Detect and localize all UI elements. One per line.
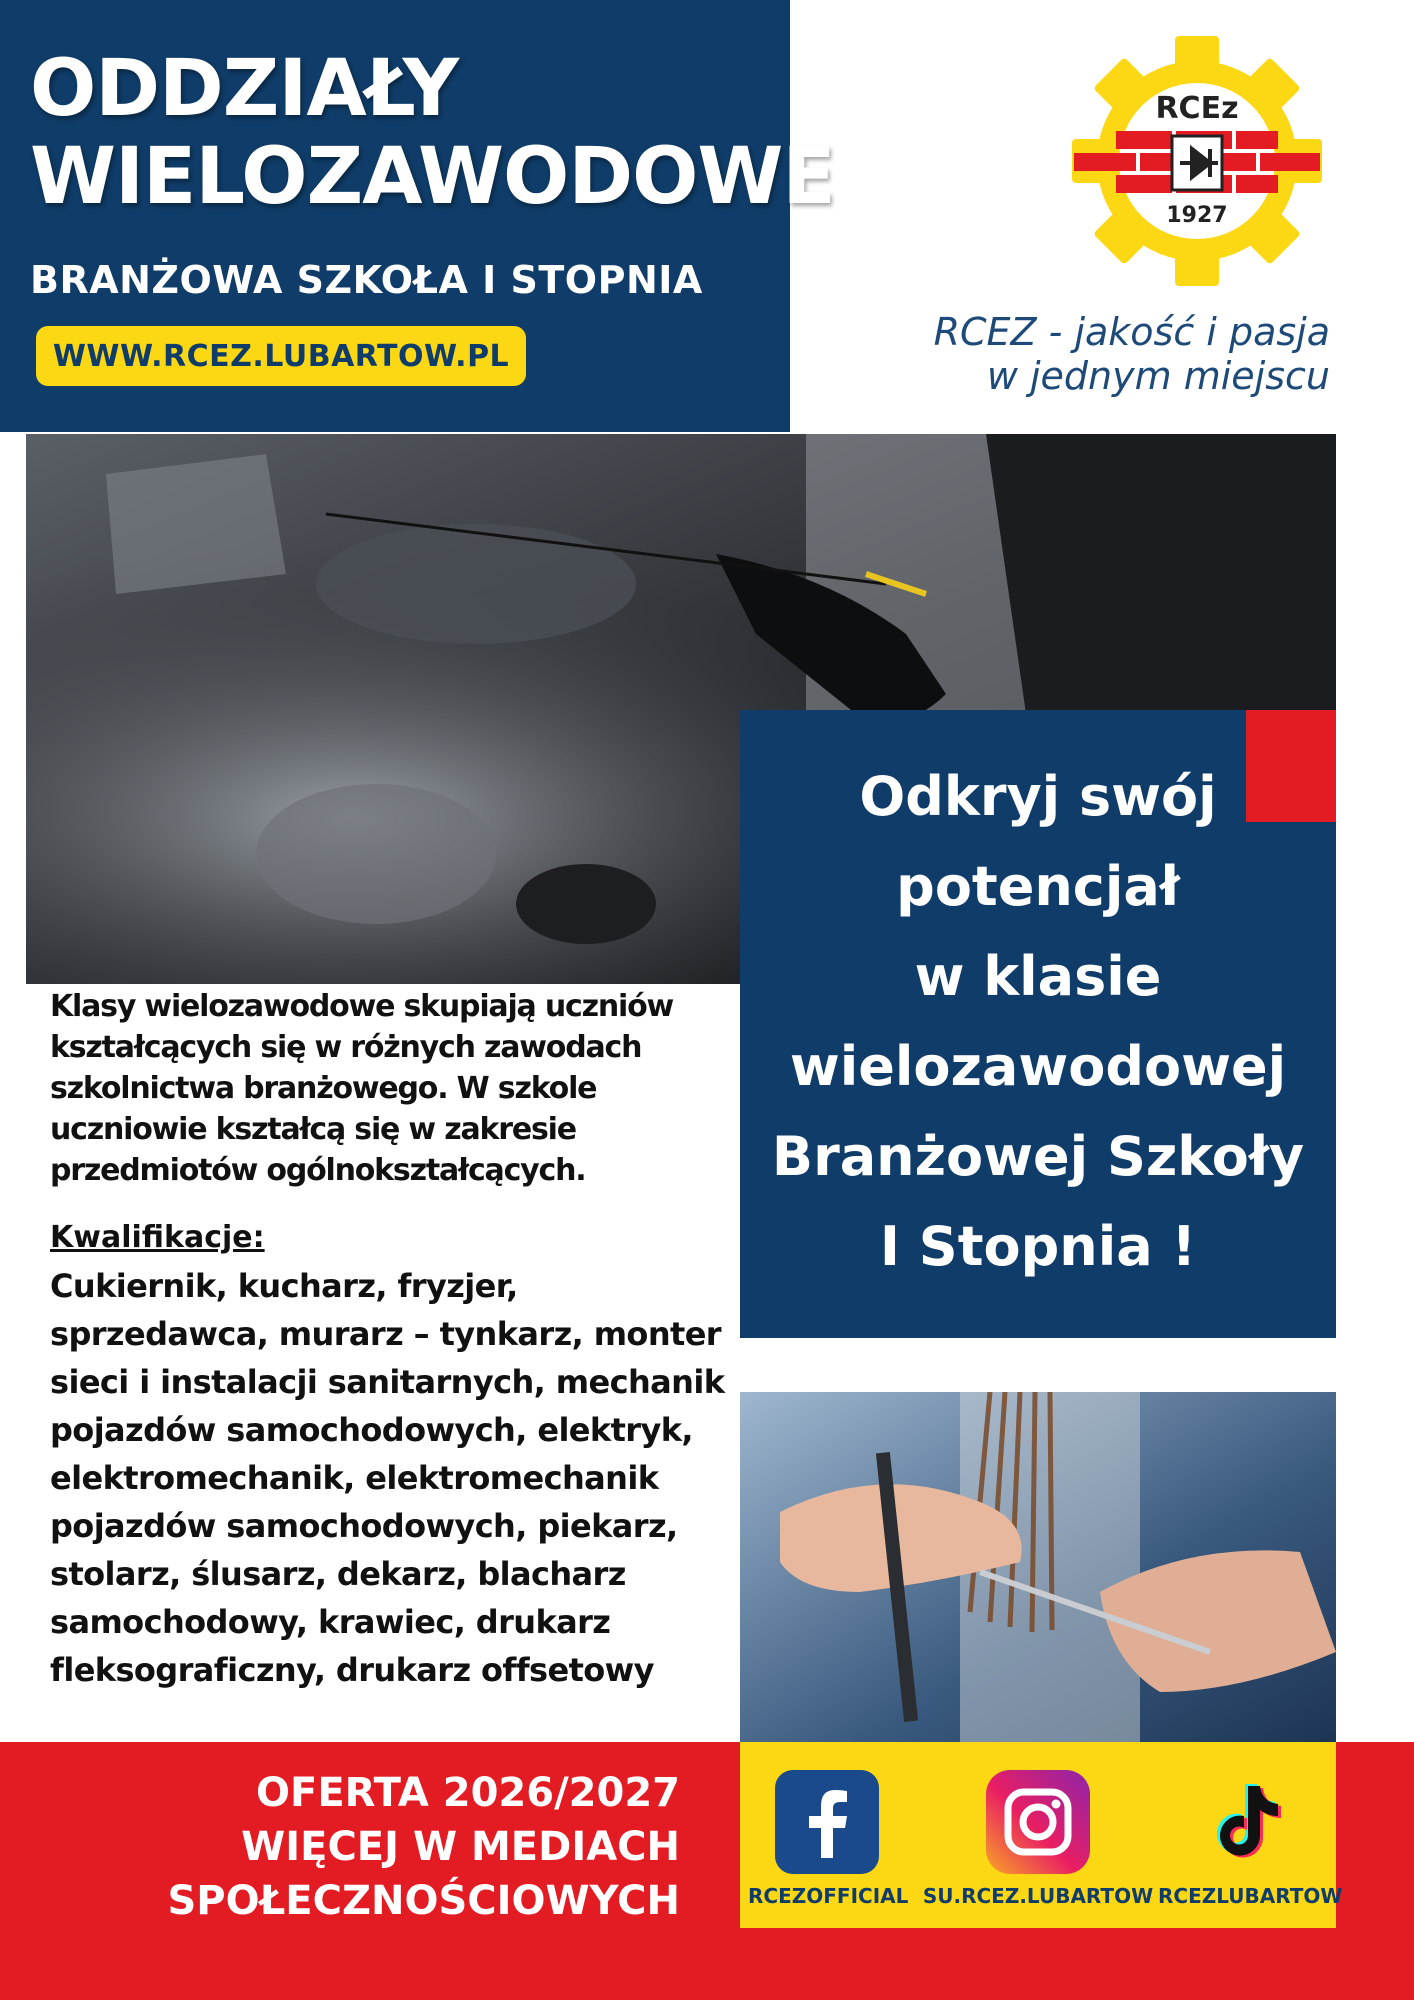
tagline-line-2: w jednym miejscu <box>986 354 1330 398</box>
tiktok-icon[interactable] <box>1196 1770 1300 1874</box>
description-text: Klasy wielozawodowe skupiają uczniów kształcących się w różnych zawodach szkolnictwa branżowego. W szkole uczniowie kształcą się w zakresie przedmiotów ogólnokształcących. <box>50 989 673 1188</box>
school-logo <box>1072 36 1322 286</box>
logo-year: 1927 <box>1166 203 1228 228</box>
slogan-text <box>740 752 1336 1292</box>
offer-text <box>40 1766 680 1928</box>
logo-name: RCEz <box>1155 91 1239 126</box>
tagline-line-1: RCEZ - jakość i pasja <box>933 310 1330 354</box>
tagline <box>840 310 1330 398</box>
offer-line: WIĘCEJ W MEDIACH <box>241 1824 680 1870</box>
slogan-line: Branżowej Szkoły <box>771 1125 1305 1188</box>
instagram-icon[interactable] <box>986 1770 1090 1874</box>
title-line-1: ODDZIAŁY <box>30 44 459 134</box>
slogan-line: w klasie <box>914 945 1162 1008</box>
slogan-line: wielozawodowej <box>789 1035 1287 1098</box>
qualifications-list: Cukiernik, kucharz, fryzjer, sprzedawca, murarz – tynkarz, monter sieci i instalacji sanitarnych, mechanik pojazdów samochodowych, elektryk, elektromechanik, elektromechanik pojazdów samochodowych, piekarz, stolarz, ślusarz, dekarz, blacharz samochodowy, krawiec, drukarz fleksograficzny, drukarz offsetowy <box>50 1267 725 1689</box>
slogan-line: I Stopnia ! <box>879 1215 1197 1278</box>
qualifications-heading: Kwalifikacje: <box>50 1220 265 1255</box>
title-line-2: WIELOZAWODOWE <box>30 132 835 222</box>
instagram-handle[interactable]: SU.RCEZ.LUBARTOW <box>922 1884 1154 1908</box>
facebook-handle[interactable]: RCEZOFFICIAL <box>748 1884 909 1908</box>
website-link[interactable]: WWW.RCEZ.LUBARTOW.PL <box>36 326 526 386</box>
tiktok-handle[interactable]: RCEZLUBARTOW <box>1158 1884 1343 1908</box>
hairdresser-photo <box>740 1392 1336 1742</box>
slogan-line: Odkryj swój <box>859 765 1217 828</box>
offer-line: SPOŁECZNOŚCIOWYCH <box>167 1878 680 1924</box>
offer-line: OFERTA 2026/2027 <box>256 1770 680 1816</box>
facebook-icon[interactable] <box>775 1770 879 1874</box>
slogan-line: potencjał <box>896 855 1180 918</box>
subtitle: BRANŻOWA SZKOŁA I STOPNIA <box>30 258 703 302</box>
